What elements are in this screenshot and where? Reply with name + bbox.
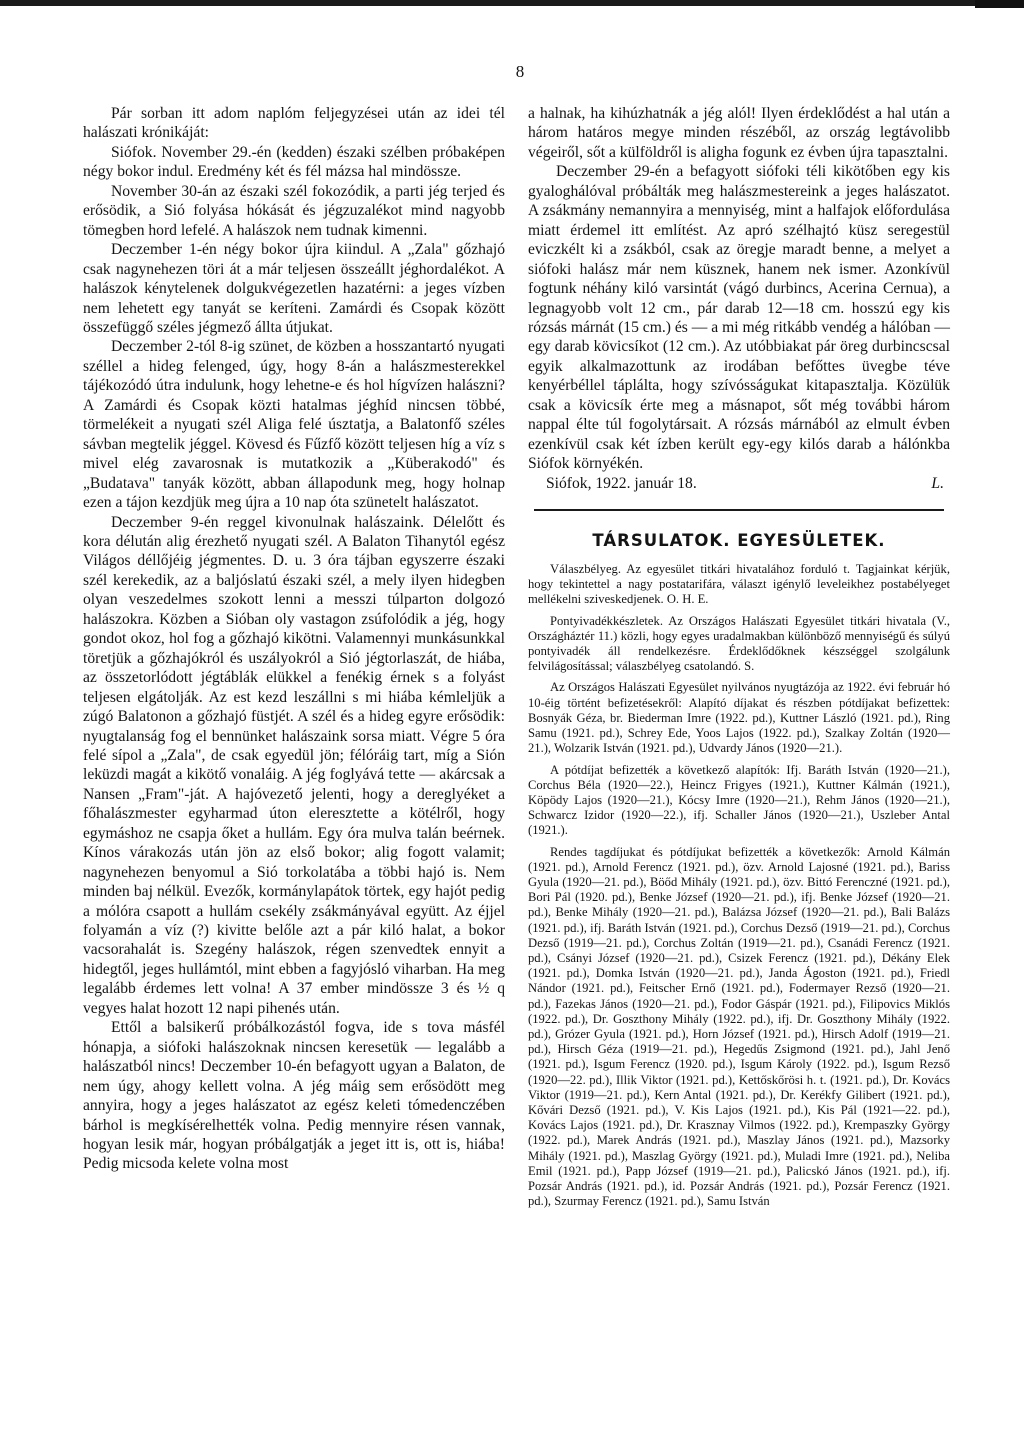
paragraph-dec-1: Deczember 1-én négy bokor újra kiindul. A „Zala" gőzhajó csak nagynehezen töri át a már teljesen összeállt jéghordalékot. A halászok kénytelenek dolgukvégezetlen hazatérni: a jeges vízben nem lehetett egy tanyát se keríteni. Zamárdi és Csopak között összefüggő széles jégmező állta útjukat.	[83, 241, 505, 336]
paragraph-dec-29: Deczember 29-én a befagyott siófoki téli kikötőben egy kis gyaloghálóval próbálták meg halászmestereink a jeges halászatot. A zsákmány nemannyira a mennyiség, mint a halfajok előfordulása miatt érdemel itt említést. Az apró szélhajtó küsz seregestül eviczkélt ki a zsákból, csak az öregje maradt benne, a melyet a siófoki halász már nem küsznek, hanem nek ismer. Azonkívül fogtunk néhány kiló varsintát (vágó durbincs, Acerina Cernua), a legnagyobb volt 12 cm., pár darab 12—18 cm. hosszú egy kis rózsás márnát (15 cm.) és — a mi még ritkább vendég a hálóban — egy darab kövicsíkot (12 cm.). Az utóbbiakat pár öreg durbincscsal egyik alkalmazottunk az irodában befőttes üvegbe téve kenyérbéllel táplálta, hogy szívósságukat kitapasztalja. Közülük csak a kövicsík érte meg a másnapot, sőt még további három nappal élte túl fogolytársait. A rózsás márnából az elmult évben ezenkívül csak két ízben került egy-egy kilós darab a hálónkba Siófok környékén.	[528, 163, 950, 473]
paragraph-intro: Pár sorban itt adom naplóm feljegyzései után az idei tél halászati krónikáját:	[83, 105, 505, 142]
section-divider	[534, 509, 944, 511]
section-heading: TÁRSULATOK. EGYESÜLETEK.	[592, 531, 886, 551]
notices-section	[528, 562, 950, 1209]
paragraph-dec-9: Deczember 9-én reggel kivonulnak halászaink. Délelőtt és kora délután alig érezhető nyugati szél. A Balaton Tihanytól egész Világos déllőjéig jégmentes. D. u. 3 óra tájban egyszerre északi szél kerekedik, az a baljóslatú északi szél, a mely ilyen hidegben olyan veszedelmes szokott lenni a messzi túlparton dolgozó halászokra. Közben a Sióban oly vastagon zsúfolódik a jég, hogy gondot okoz, hol fog a gőzhajó kikötni. Valamennyi munkásunkkal töretjük a gőzhajókról és uszályokról a Sió jégtorlaszát, de hiába, az összetorlódott jégtáblák elükkel a fenékig érnek s a folyást teljesen elgátolják. Az est kezd leszállni s mi hiába kémleljük a zúgó Balatonon a gőzhajó füstjét. A szél és a hideg egyre erősödik: nyugtalanság fog el bennünket halászaink sorsa miatt. Végre 5 óra felé sípol a „Zala", de csak egyedül jön; félóráig tart, míg a Sión leküzdi magát a kikötő vonaláig. A jég foglyává tette — akárcsak a Nansen „Fram"-ját. A hajóvezető jelenti, hogy a dereglyéket a főhalászmester egyharmad úton eleresztette a kötélről, hogy egymáshoz ne csapja őket a hullám. Egy óra mulva talán beérnek. Kínos várakozás után jön az első bokor; alig fogott valamit; nagynehezen benyomul a Sió torkolatába a többi hajó is. Nem minden baj nélkül. Evezők, kormánylapátok törtek, egy hajót pedig a mólóra csapott a hullám csekély zsákmányával együtt. Az éjjel folyamán a víz (?) kivitte belőle azt a pár kiló halat, a bokor vacsorahalát is. Szegény halászok, régen szenvedtek ennyit a hidegtől, jeges hullámtól, mint ebben a fagyjósló viharban. Ha meg legalább érdemes lett volna! A 37 ember mindösszе 3 és ½ q vegyes halat hozott 12 napi pihenés után.	[83, 513, 505, 1017]
paragraph-dec-2-8: Deczember 2-tól 8-ig szünet, de közben a hosszantartó nyugati széllel a hideg felenged, úgy, hogy 8-án a halászmesterekkel tájékozódó útra indulunk, hogy lehetne-e és hol hígvízen halászni? A Zamárdi és Csopak közti hatalmas jéghíd nincsen többé, törmelékeit a nyugati szél Aliga felé úsztatja, a Balatonfő széles sávban megtelik jéggel. Kövesd és Fűzfő között teljesen híg a víz s mivel elég zavarosnak is mutatkozik a „Küberakodó" és „Budatava" tanyák között, abban állapodunk meg, hogy holnap ezen a tájon kezdjük meg újra a 10 nap óta szünetelt halászatot.	[83, 338, 505, 512]
paragraph-nov-29: Siófok. November 29.-én (kedden) északi szélben próbaképen négy bokor indul. Eredmény két és fél mázsa hal mindössze.	[83, 143, 505, 181]
notice-nyugtazo: Az Országos Halászati Egyesület nyilvános nyugtázója az 1922. évi február hó 10-éig történt befizetésekről: Alapító díjakat és részben pótdíjakat befizettek: Bosnyák Géza, br. Biederman Imre (1922. pd.), Kuttner László (1921. pd.), Ring Samu (1921. pd.), Schrey Ede, Yoos Lajos (1922. pd.), Szalkay Zoltán (1920—21.), Wolzarik István (1921. pd.), Udvardy János (1920—21.).	[528, 680, 950, 756]
right-column	[528, 104, 950, 1209]
scan-top-border	[0, 0, 1024, 6]
paragraph-continuation: a halnak, ha kihúzhatnák a jég alól! Ilyen érdeklődést a hal után a három határos megye minden részéből, az ország legtávolibb végeiről, sőt a külföldről is aligha fogunk ez évben újra tapasztalni.	[528, 105, 950, 161]
notice-valaszbelyeg: Válaszbélyeg. Az egyesület titkári hivatalához forduló t. Tagjainkat kérjük, hogy tekintettel a nagy postatarifára, választ igénylő leveleikhez postabélyeget mellékelni sziveskedjenek. O. H. E.	[528, 562, 950, 607]
signature-place-date: Siófok, 1922. január 18.	[546, 474, 697, 492]
notice-rendes-tagdij: Rendes tagdíjukat és pótdíjukat befizették a következők: Arnold Kálmán (1921. pd.), Arnold Ferencz (1921. pd.), özv. Arnold Lajosné (1921. pd.), Bariss Gyula (1920—21. pd.), Böőd Mihály (1921. pd.), özv. Bittó Ferenczné (1921. pd.), Bori Pál (1920. pd.), Benke József (1920—21. pd.), ifj. Benke József (1920—21. pd.), Benke Mihály (1920—21. pd.), Balázsa József (1920—21. pd.), Bali Balázs (1921. pd.), ifj. Baráth István (1921. pd.), Corchus Dezső (1919—21. pd.), Corchus Dezső (1919—21. pd.), Corchus Zoltán (1919—21. pd.), Csanádi Ferencz (1921. pd.), Csányi József (1920—21. pd.), Csizek Ferencz (1921. pd.), Dékány Elek (1921. pd.), Domka István (1920—21. pd.), Janda Ágoston (1921. pd.), Friedl Nándor (1921. pd.), Feitscher Ernő (1921. pd.), Fodermayer Rezső (1920—21. pd.), Fazekas János (1920—21. pd.), Fodor Gáspár (1921. pd.), Filipovics Miklós (1922. pd.), Dr. Goszthony Mihály (1922. pd.), ifj. Dr. Goszthony Mihály (1922. pd.), Grózer Gyula (1921. pd.), Horn József (1921. pd.), Hirsch Adolf (1919—21. pd.), Hirsch Géza (1919—21. pd.), Hegedűs Zsigmond (1921. pd.), Jahl Jenő (1921. pd.), Isgum Ferencz (1920. pd.), Isgum Károly (1922. pd.), Isgum Rezső (1920—22. pd.), Illik Viktor (1921. pd.), Kettőskőrösi h. t. (1921. pd.), Dr. Kovács Viktor (1919—21. pd.), Kern Antal (1921. pd.), Dr. Kerékfy Gilibert (1921. pd.), Kővári Dezső (1921. pd.), V. Kis Lajos (1921. pd.), Kis Pál (1921—22. pd.), Kovács Lajos (1921. pd.), Dr. Krasznay Vilmos (1922. pd.), Krempaszky György (1922. pd.), Marek András (1921. pd.), Maszlay János (1921. pd.), Mazsorky Mihály (1921. pd.), Maszlag György (1921. pd.), Muladi Imre (1921. pd.), Neliba Emil (1921. pd.), Papp József (1919—21. pd.), Palicskó János (1921. pd.), ifj. Pozsár András (1921. pd.), id. Pozsár András (1921. pd.), Pozsár Ferencz (1921. pd.), Szurmay Ferencz (1921. pd.), Samu István	[528, 844, 950, 1209]
notice-pontyivadek: Pontyivadékkészletek. Az Országos Halászati Egyesület titkári hivatala (V., Országháztér 11.) közli, hogy egyes uradalmakban különböző mennyiségű és súlyú pontyivadék áll rendelkezésre. Érdeklődőknek készséggel szolgálunk felvilágosítással; válaszbélyeg csatolandó. S.	[528, 613, 950, 674]
page-number: 8	[515, 62, 525, 81]
paragraph-aftermath: Ettől a balsikerű próbálkozástól fogva, ide s tova másfél hónapja, a siófoki halászoknak nincsen keresetük — legalább a halászatból nincs! Deczember 10-én befagyott ugyan a Balaton, de nem úgy, ahogy kellett volna. A jég máig sem erősödött meg annyira, hogy a jeges halászatot az egész keleti tómedenczében bárhol is megkísérelhették volna. Pedig mennyire résen vannak, hogyan lesik már, hogyan próbálgatják a jeget itt is, ott is, hiába! Pedig micsoda kelete volna most	[83, 1019, 505, 1173]
signature-line	[528, 474, 950, 493]
signature-initial: L.	[931, 474, 944, 492]
left-column	[83, 104, 505, 1174]
scan-corner-mark	[975, 0, 1024, 8]
paragraph-nov-30: November 30-án az északi szél fokozódik, a parti jég terjed és erősödik, a Sió folyása hókását és jégzuzalékot mind nagyobb tömegben hord lefelé. A halászok nem tudnak kimenni.	[83, 182, 505, 239]
notice-potdij: A pótdíjat befizették a következő alapítók: Ifj. Baráth István (1920—21.), Corchus Béla (1920—22.), Heincz Frigyes (1921.), Kuttner Kálmán (1921.), Köpödy Lajos (1920—21.), Kócsy Imre (1920—21.), Rehm János (1920—21.), Schwarcz Izidor (1920—22.), ifj. Schaller János (1920—21.), Uszleber Antal (1921.).	[528, 762, 950, 838]
